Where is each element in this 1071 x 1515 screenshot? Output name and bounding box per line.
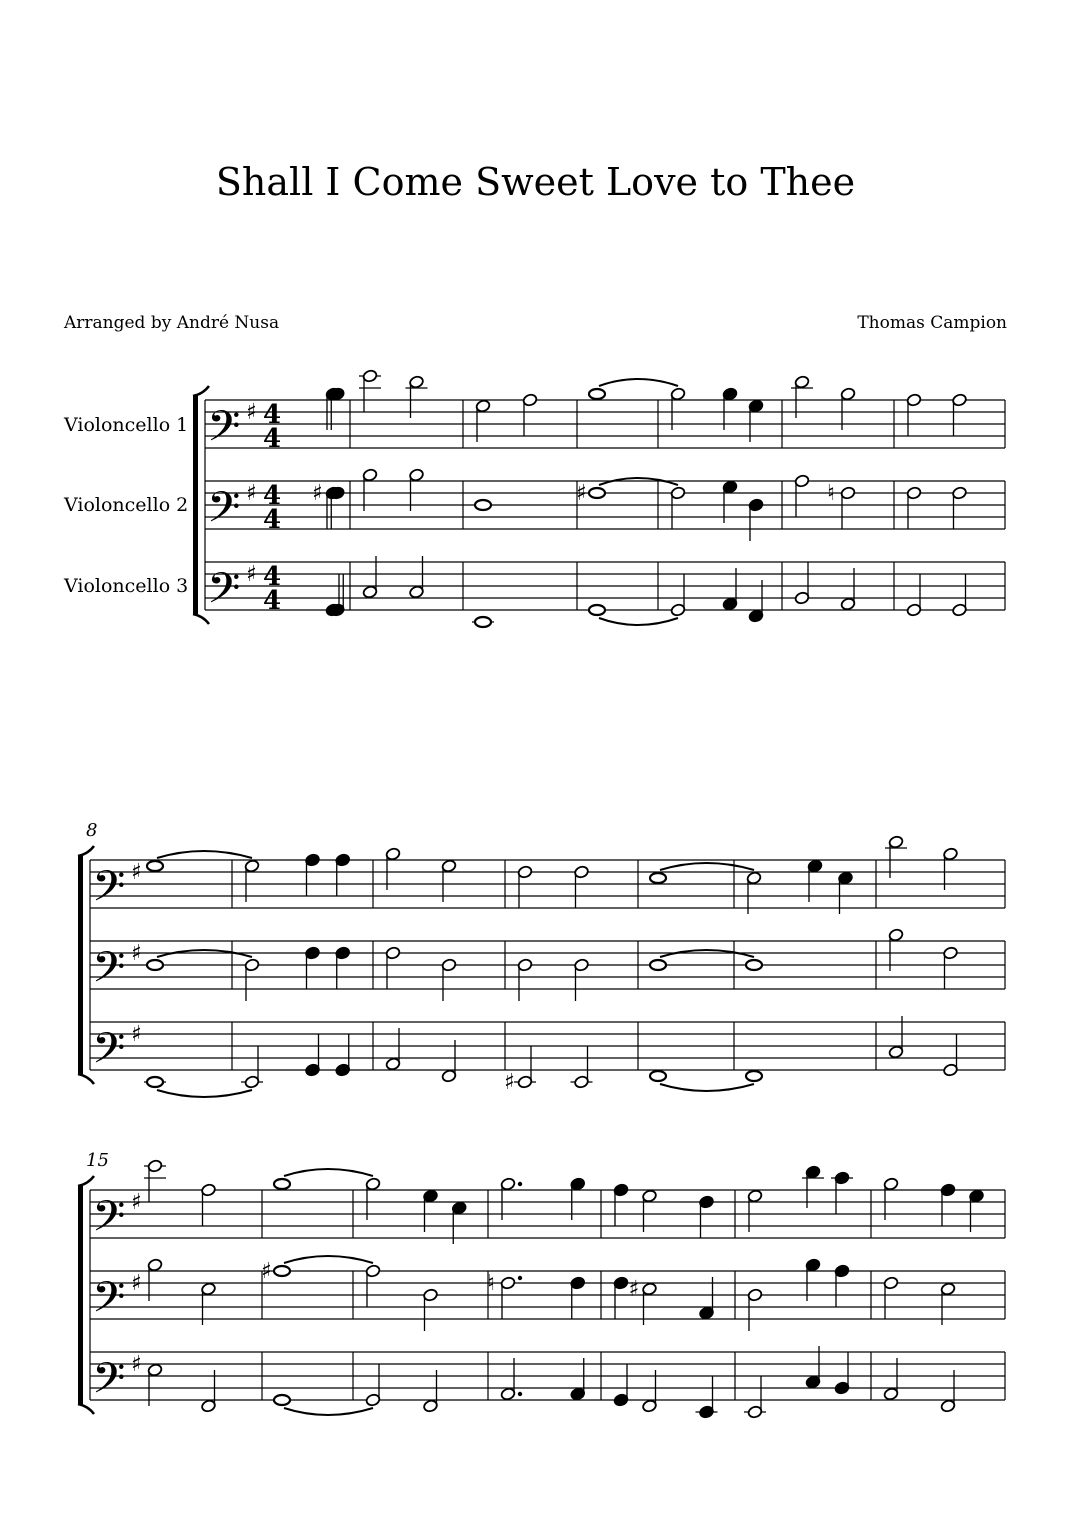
notehead xyxy=(147,861,163,871)
notehead xyxy=(589,389,605,399)
key-signature-sharp-icon: ♯ xyxy=(131,941,142,966)
note xyxy=(144,1077,252,1097)
note xyxy=(952,574,968,617)
tie xyxy=(284,1408,373,1415)
bass-clef-icon: 𝄢 xyxy=(92,1354,126,1415)
note xyxy=(794,474,810,517)
note xyxy=(906,574,922,617)
note xyxy=(144,1159,166,1202)
natural-icon: ♮ xyxy=(827,481,835,506)
sharp-icon: ♯ xyxy=(628,1277,640,1302)
note xyxy=(574,958,590,1001)
note xyxy=(329,486,345,529)
note xyxy=(365,1364,381,1407)
instrument-name-2: Violoncello 2 xyxy=(64,494,189,516)
staff-2 xyxy=(90,941,1005,1003)
notehead xyxy=(147,960,163,970)
note xyxy=(335,853,351,896)
time-signature-bottom: 4 xyxy=(263,424,282,454)
note xyxy=(441,958,457,1001)
note xyxy=(201,1183,217,1226)
notehead xyxy=(650,873,666,883)
notehead xyxy=(746,1071,762,1081)
note xyxy=(906,393,922,436)
note xyxy=(147,851,252,871)
natural-icon: ♮ xyxy=(487,1271,495,1296)
tie xyxy=(157,851,252,858)
note xyxy=(522,393,538,436)
key-signature-sharp-icon: ♯ xyxy=(131,1022,142,1047)
note xyxy=(699,1195,715,1238)
tie xyxy=(284,1256,373,1263)
system-bracket xyxy=(193,396,198,614)
measure-number: 8 xyxy=(86,820,98,841)
note xyxy=(261,1256,373,1284)
sharp-icon: ♯ xyxy=(312,481,323,506)
note xyxy=(305,946,321,989)
note xyxy=(629,1277,658,1325)
tie xyxy=(660,1084,754,1091)
notehead xyxy=(274,1266,290,1276)
notehead xyxy=(746,960,762,970)
staff-1 xyxy=(205,400,1005,462)
time-signature-top: 4 xyxy=(263,481,282,511)
note xyxy=(589,605,678,625)
system-1 xyxy=(193,369,1005,627)
note xyxy=(589,379,678,399)
note xyxy=(571,1046,593,1089)
bass-clef-icon: 𝄢 xyxy=(92,1192,126,1253)
note xyxy=(748,498,764,541)
notehead xyxy=(589,488,605,498)
note xyxy=(305,1034,321,1077)
note xyxy=(274,1169,373,1189)
piece-title: Shall I Come Sweet Love to Thee xyxy=(215,160,856,204)
staff-1 xyxy=(90,860,1005,922)
key-signature-sharp-icon: ♯ xyxy=(131,1190,142,1215)
key-signature-sharp-icon: ♯ xyxy=(131,1352,142,1377)
sharp-icon: ♯ xyxy=(576,481,587,506)
bracket-top-hook xyxy=(193,386,209,396)
note xyxy=(747,1288,763,1331)
note xyxy=(475,500,491,510)
tie xyxy=(660,863,754,870)
note xyxy=(305,853,321,896)
time-signature-top: 4 xyxy=(263,400,282,430)
note xyxy=(650,1071,754,1091)
system-bracket xyxy=(78,1186,83,1404)
note xyxy=(794,562,810,605)
time-signature-bottom: 4 xyxy=(263,505,282,535)
bass-clef-icon: 𝄢 xyxy=(92,1273,126,1334)
note xyxy=(943,946,959,989)
augmentation-dot xyxy=(518,1392,522,1396)
notehead xyxy=(274,1395,290,1405)
key-signature-sharp-icon: ♯ xyxy=(246,400,257,425)
instrument-name-3: Violoncello 3 xyxy=(64,575,189,597)
key-signature-sharp-icon: ♯ xyxy=(246,481,257,506)
note xyxy=(940,1183,956,1226)
note xyxy=(746,960,762,970)
instrument-name-1: Violoncello 1 xyxy=(64,414,189,436)
bracket-top-hook xyxy=(78,1176,94,1186)
tie xyxy=(284,1169,373,1176)
staff-3 xyxy=(90,1352,1005,1414)
measure-number: 15 xyxy=(86,1150,109,1171)
note xyxy=(570,1276,586,1319)
note xyxy=(241,1046,263,1089)
bass-clef-icon: 𝄢 xyxy=(92,1024,126,1085)
note xyxy=(365,1264,381,1307)
note xyxy=(335,946,351,989)
note xyxy=(574,865,590,908)
tie xyxy=(599,379,678,386)
note xyxy=(359,369,381,412)
note xyxy=(274,1395,373,1415)
note xyxy=(576,478,678,506)
time-signature-bottom: 4 xyxy=(263,586,282,616)
note xyxy=(831,1171,853,1214)
bass-clef-icon: 𝄢 xyxy=(92,862,126,923)
note xyxy=(613,1276,629,1319)
notehead xyxy=(650,1071,666,1081)
notehead xyxy=(650,960,666,970)
composer-credit: Thomas Campion xyxy=(857,313,1007,333)
staff-3 xyxy=(90,1022,1005,1084)
bass-clef-icon: 𝄢 xyxy=(92,943,126,1004)
note xyxy=(696,1376,718,1419)
staff-1 xyxy=(90,1190,1005,1252)
note xyxy=(883,1276,899,1319)
augmentation-dot xyxy=(518,1182,522,1186)
notehead xyxy=(475,500,491,510)
system-bracket xyxy=(78,856,83,1074)
note xyxy=(613,1183,629,1226)
notehead xyxy=(475,617,491,627)
sharp-icon: ♯ xyxy=(504,1070,515,1095)
note xyxy=(834,1352,850,1395)
note xyxy=(517,958,533,1001)
note xyxy=(670,574,686,617)
note xyxy=(613,1364,629,1407)
note xyxy=(746,1071,762,1081)
notehead xyxy=(147,1077,163,1087)
note xyxy=(650,863,754,883)
bracket-top-hook xyxy=(78,846,94,856)
notehead xyxy=(589,605,605,615)
key-signature-sharp-icon: ♯ xyxy=(131,860,142,885)
note xyxy=(906,486,922,529)
staff-3 xyxy=(205,562,1005,624)
note xyxy=(952,393,968,436)
note xyxy=(423,1288,439,1331)
bass-clef-icon: 𝄢 xyxy=(207,564,241,625)
augmentation-dot xyxy=(518,1276,522,1280)
bass-clef-icon: 𝄢 xyxy=(207,402,241,463)
note xyxy=(329,574,345,617)
note xyxy=(834,1264,850,1307)
key-signature-sharp-icon: ♯ xyxy=(131,1271,142,1296)
note xyxy=(472,617,494,627)
note xyxy=(517,865,533,908)
bass-clef-icon: 𝄢 xyxy=(207,483,241,544)
tie xyxy=(157,1090,252,1097)
system-2 xyxy=(78,820,1005,1097)
arranger-credit: Arranged by André Nusa xyxy=(64,313,280,333)
notehead xyxy=(274,1179,290,1189)
note xyxy=(335,1034,351,1077)
sharp-icon: ♯ xyxy=(261,1259,272,1284)
note xyxy=(744,1376,766,1419)
system-3 xyxy=(78,1150,1005,1419)
note xyxy=(670,486,686,529)
note xyxy=(244,958,260,1001)
staff-2 xyxy=(90,1271,1005,1333)
note xyxy=(385,946,401,989)
time-signature-top: 4 xyxy=(263,562,282,592)
key-signature-sharp-icon: ♯ xyxy=(246,562,257,587)
note xyxy=(952,486,968,529)
note xyxy=(943,1034,959,1077)
tie xyxy=(599,618,678,625)
